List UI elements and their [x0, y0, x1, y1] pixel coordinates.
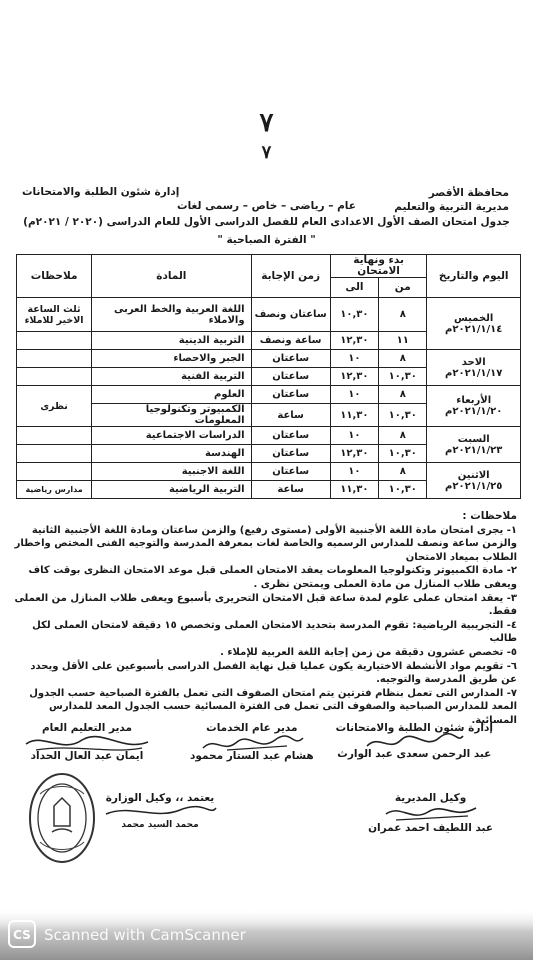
duration-cell: ساعة	[251, 404, 330, 427]
note-cell	[17, 445, 92, 463]
signature-dept	[336, 722, 493, 760]
subject-cell: التربية الفنية	[92, 368, 251, 386]
header-time: بدء ونهاية الامتحان	[330, 255, 427, 278]
to-cell: ١٠	[330, 463, 378, 481]
note-item: ٧- المدارس التى تعمل بنظام فترتين يتم امتحان الصفوف التى تعمل بالفترة الصباحية حسب الجدول المعد للمدارس الصباحية والصفوف التى تعمل فى الفترة المسائية حسب الجدول المعد للمدارس المسائية.	[29, 687, 517, 726]
signature-services	[190, 722, 314, 762]
note-cell	[17, 368, 92, 386]
subject-cell: الكمبيوتر وتكنولوجيا المعلومات	[92, 404, 251, 427]
from-cell: ٨	[379, 427, 427, 445]
directorate: مديرية التربية والتعليم	[394, 201, 509, 213]
from-cell: ٨	[379, 298, 427, 332]
table-row	[17, 463, 521, 481]
subject-cell: الدراسات الاجتماعية	[92, 427, 251, 445]
day-name: الخميس	[454, 312, 494, 324]
table-row	[17, 350, 521, 368]
from-cell: ١٠,٣٠	[379, 404, 427, 427]
day-date: ٢٠٢١/١/١٧م	[445, 367, 503, 379]
from-cell: ١٠,٣٠	[379, 481, 427, 499]
note-cell: ثلث الساعة الاخير للاملاء	[17, 298, 92, 332]
duration-cell: ساعتان	[251, 386, 330, 404]
note-item: ٥- تخصص عشرون دقيقة من زمن إجابة اللغة العربية للإملاء .	[220, 646, 517, 658]
signature-name: هشام عبد الستار محمود	[190, 750, 314, 762]
note-cell	[17, 350, 92, 368]
to-cell: ١٢,٣٠	[330, 445, 378, 463]
to-cell: ١٠	[330, 350, 378, 368]
from-cell: ٨	[379, 350, 427, 368]
day-cell	[427, 427, 521, 463]
header-duration: زمن الإجابة	[251, 255, 330, 298]
to-cell: ١١,٣٠	[330, 404, 378, 427]
to-cell: ١٠	[330, 386, 378, 404]
department: إدارة شئون الطلبة والامتحانات	[22, 186, 180, 198]
header-from: من	[379, 278, 427, 298]
page-number-top: ٧	[259, 108, 274, 138]
signature-name: ايمان عبد العال الحداد	[30, 750, 144, 762]
note-item: ٢- مادة الكمبيوتر وتكنولوجيا المعلومات يعقد الامتحان العملى قبل موعد الامتحان النظرى بوقت كاف ويعفى طلاب المنازل من مادة العملى ويمتحن نظرى .	[28, 565, 517, 590]
signature-title: مدير التعليم العام	[41, 722, 133, 734]
note-cell: نظرى	[17, 386, 92, 427]
subject-cell: العلوم	[92, 386, 251, 404]
page-number-bottom: ٧	[261, 142, 272, 163]
duration-cell: ساعة ونصف	[251, 332, 330, 350]
signature-title: يعتمد ،، وكيل الوزارة	[105, 792, 215, 804]
duration-cell: ساعة	[251, 481, 330, 499]
header-notes: ملاحظات	[17, 255, 92, 298]
school-types: عام – رياضى – خاص – رسمى لغات	[177, 200, 356, 212]
notes-section	[12, 510, 517, 728]
day-name: السبت	[457, 433, 490, 445]
duration-cell: ساعتان	[251, 350, 330, 368]
note-item: ٤- التجريبية الرياضية: تقوم المدرسة بتحديد الامتحان العملى وتخصص ١٥ دقيقة لامتحان العملى لكل طالب	[32, 619, 517, 645]
notes-title: ملاحظات :	[462, 510, 517, 522]
duration-cell: ساعتان ونصف	[251, 298, 330, 332]
schedule-title: جدول امتحان الصف الأول الاعدادى العام للفصل الدراسى الأول للعام الدراسى (٢٠٢٠ / ٢٠٢١م)	[23, 216, 510, 228]
subject-cell: الهندسة	[92, 445, 251, 463]
exam-schedule-table	[16, 254, 521, 499]
day-date: ٢٠٢١/١/١٤م	[445, 323, 503, 335]
official-stamp	[26, 770, 98, 866]
to-cell: ١٠,٣٠	[330, 298, 378, 332]
note-cell	[17, 463, 92, 481]
note-cell: مدارس رياضية	[17, 481, 92, 499]
header-day: اليوم والتاريخ	[427, 255, 521, 298]
subject-cell: اللغة الاجنبية	[92, 463, 251, 481]
table-row	[17, 386, 521, 404]
header-subject: المادة	[92, 255, 251, 298]
signature-name: عبد اللطيف احمد عمران	[368, 822, 493, 834]
note-item: ٣- يعقد امتحان عملى علوم لمدة ساعة قبل الامتحان التحريرى بأسبوع ويعفى طلاب المنازل من العملى فقط.	[14, 592, 517, 618]
signature-title: مدير عام الخدمات	[206, 722, 298, 734]
signature-title: إدارة شئون الطلبة والامتحانات	[335, 722, 493, 734]
signature-deputy-director	[368, 792, 493, 834]
subject-cell: التربية الرياضية	[92, 481, 251, 499]
day-cell	[427, 386, 521, 427]
subject-cell: اللغة العربية والخط العربى والاملاء	[92, 298, 251, 332]
duration-cell: ساعتان	[251, 463, 330, 481]
from-cell: ١٠,٣٠	[379, 368, 427, 386]
table-row	[17, 298, 521, 332]
day-name: الأربعاء	[456, 395, 492, 406]
subject-cell: الجبر والاحصاء	[92, 350, 251, 368]
watermark-text: Scanned with CamScanner	[44, 926, 246, 944]
day-name: الاثنين	[457, 469, 490, 481]
note-cell	[17, 332, 92, 350]
to-cell: ١٢,٣٠	[330, 368, 378, 386]
to-cell: ١١,٣٠	[330, 481, 378, 499]
logo-text: CS	[13, 928, 31, 942]
signature-approval	[100, 792, 220, 830]
camscanner-logo-icon	[8, 920, 36, 948]
from-cell: ١٠,٣٠	[379, 445, 427, 463]
subject-cell: التربية الدينية	[92, 332, 251, 350]
day-cell	[427, 350, 521, 386]
duration-cell: ساعتان	[251, 445, 330, 463]
duration-cell: ساعتان	[251, 427, 330, 445]
day-date: ٢٠٢١/١/٢٠م	[445, 406, 503, 417]
to-cell: ١٠	[330, 427, 378, 445]
period-label: " الفترة الصباحية "	[217, 234, 316, 246]
day-cell	[427, 463, 521, 499]
duration-cell: ساعتان	[251, 368, 330, 386]
from-cell: ٨	[379, 386, 427, 404]
day-name: الاحد	[461, 356, 486, 368]
note-item: ٦- تقويم مواد الأنشطة الاختيارية يكون عمليا قبل نهاية الفصل الدراسى بأسبوعين على الأقل ويحدد عن طريق المدرسة والتوجيه.	[30, 660, 517, 686]
signature-title: وكيل المديرية	[394, 792, 467, 804]
signature-edu	[22, 722, 152, 762]
day-date: ٢٠٢١/١/٢٣م	[445, 444, 503, 456]
note-item: ١- يجرى امتحان مادة اللغة الأجنبية الأولى (مستوى رفيع) والزمن ساعتان ومادة اللغة الأجنبية الثانية والزمن ساعة ونصف للمدارس الرسميه والخاصة لغات بمعرفة المدرسة والتوجيه الفنى المختص واخطار الطلاب بميعاد الامتحان	[14, 524, 517, 563]
day-cell	[427, 298, 521, 350]
to-cell: ١٢,٣٠	[330, 332, 378, 350]
table-row	[17, 427, 521, 445]
handwritten-signature	[100, 802, 220, 822]
from-cell: ١١	[379, 332, 427, 350]
header-to: الى	[330, 278, 378, 298]
governorate: محافظة الأقصر	[428, 187, 509, 199]
note-cell	[17, 427, 92, 445]
from-cell: ٨	[379, 463, 427, 481]
signature-name: عبد الرحمن سعدى عبد الوارث	[337, 748, 492, 760]
day-date: ٢٠٢١/١/٢٥م	[445, 480, 503, 492]
signature-name: محمد السيد محمد	[121, 820, 199, 830]
